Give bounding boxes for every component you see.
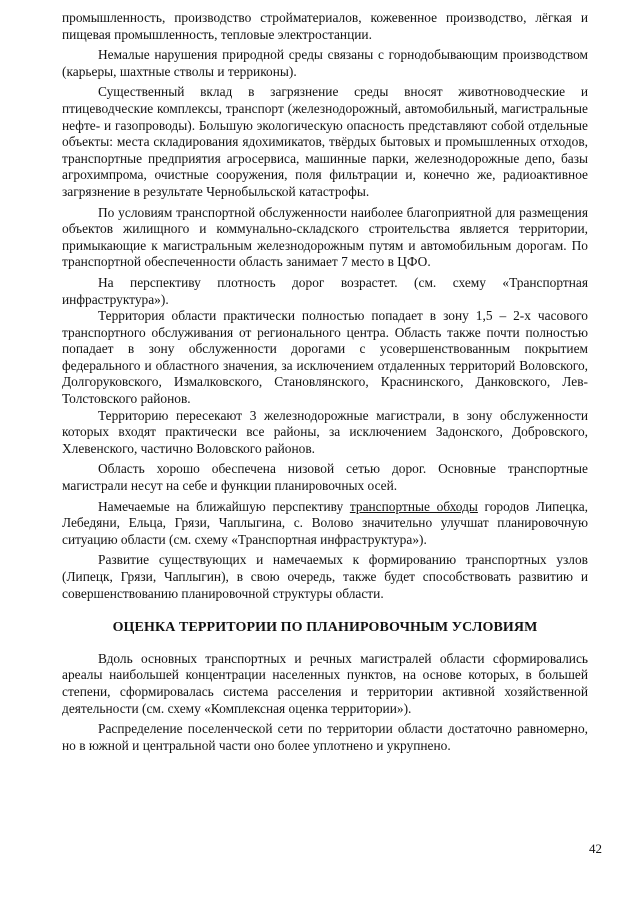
paragraph-road-density: На перспективу плотность дорог возрастет. (см. схему «Транспортная инфраструктура»). <box>62 274 588 307</box>
paragraph-settlement-distribution: Распределение поселенческой сети по территории области достаточно равномерно, но в южной и центральной части оно более уплотнено и укрупнено. <box>62 721 588 753</box>
paragraph-railways: Территорию пересекают 3 железнодорожные магистрали, в зону обслуженности которых входят практически все районы, за исключением Задонского, Добровского, Хлевенского, частично Воловского районов. <box>62 407 588 456</box>
paragraph-transport-service: По условиям транспортной обслуженности наиболее благоприятной для размещения объектов жилищного и коммунально-складского строительства является территории, примыкающие к магистральным железнодорожным путям и автомобильным дорогам. По транспортной обеспеченности область занимает 7 место в ЦФО. <box>62 204 588 270</box>
paragraph-settlement-areas: Вдоль основных транспортных и речных магистралей области сформировались ареалы наибольшей концентрации населенных пунктов, на основе которых, в большей степени, сформировалась система расселения и территории активной хозяйственной деятельности (см. схему «Комплексная оценка территории»). <box>62 650 588 716</box>
paragraph-pollution-sources: Существенный вклад в загрязнение среды вносят животноводческие и птицеводческие комплексы, транспорт (железнодорожный, автомобильный, магистральные нефте- и газопроводы). Большую экологическую опасность представляют собой отдельные объекты: места складирования ядохимикатов, твёрдых бытовых и промышленных отходов, транспортные предприятия агросервиса, машинные парки, железнодорожные депо, базы агрохимпрома, очистные сооружения, поля фильтрации и, конечно же, радиоактивное загрязнение в результате Чернобыльской катастрофы. <box>62 84 588 199</box>
bypasses-text-end: городов Липецка, Лебедяни, Ельца, Грязи, Чаплыгина, с. Волово значительно улучшат планировочную ситуацию области (см. схему «Транспортная инфраструктура»). <box>62 498 588 547</box>
paragraph-transport-nodes: Развитие существующих и намечаемых к формированию транспортных узлов (Липецк, Грязи, Чаплыгин), в свою очередь, также будет способствовать развитию и совершенствованию планировочной структуры области. <box>62 552 588 601</box>
paragraph-service-zone: Территория области практически полностью попадает в зону 1,5 – 2-х часового транспортного обслуживания от регионального центра. Область также почти полностью попадает в зону обслуженности дорогами с усовершенствованным покрытием федерального и областного значения, за исключением отдаленных территорий Воловского, Долгоруковского, Измалковского, Становлянского, Краснинского, Данковского, Лев-Толстовского районов. <box>62 308 588 407</box>
page-number: 42 <box>589 841 602 856</box>
paragraph-bypasses <box>62 499 588 549</box>
bypasses-text-start: Намечаемые на ближайшую перспективу <box>98 498 344 514</box>
bypasses-underlined-term: транспортные обходы <box>349 498 478 514</box>
paragraph-road-network: Область хорошо обеспечена низовой сетью дорог. Основные транспортные магистрали несут на себе и функции планировочных осей. <box>62 461 588 494</box>
section-heading: ОЦЕНКА ТЕРРИТОРИИ ПО ПЛАНИРОВОЧНЫМ УСЛОВИЯМ <box>112 620 538 636</box>
paragraph-industry-list: промышленность, производство стройматериалов, кожевенное производство, лёгкая и пищевая промышленность, тепловые электростанции. <box>62 10 588 42</box>
paragraph-mining: Немалые нарушения природной среды связаны с горнодобывающим производством (карьеры, шахтные стволы и терриконы). <box>62 47 588 79</box>
document-page <box>62 10 588 758</box>
